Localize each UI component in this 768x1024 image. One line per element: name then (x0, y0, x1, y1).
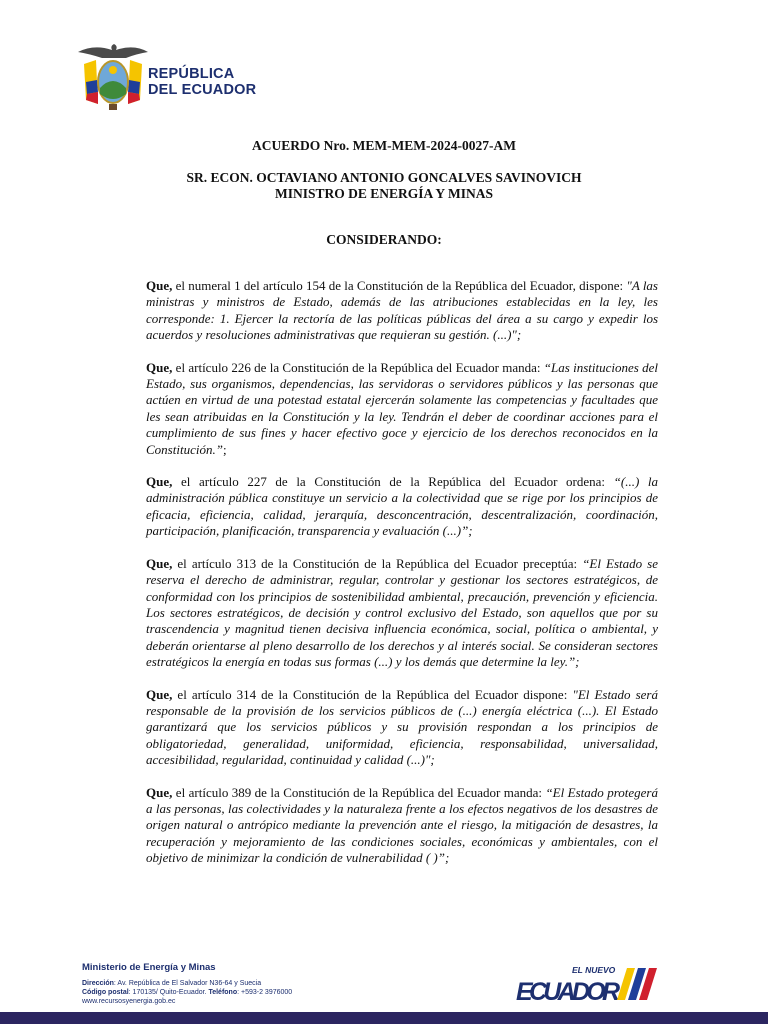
brand-big-text: ECUADOR (516, 978, 620, 1004)
paragraph-lead: Que, (146, 474, 173, 490)
considerando-heading: CONSIDERANDO: (326, 232, 442, 247)
paragraph-lead: Que, (146, 359, 173, 375)
considerando-paragraph (146, 556, 658, 671)
address-label: Dirección (82, 980, 114, 987)
paragraph-quote: “El Estado protegerá a las personas, las colectividades y la naturaleza frente a los efectos negativos de los desastres de origen natural o antrópico mediante la prevención ante el riesgo, la mitigación de desastres, la recuperación y mejoramiento de las condiciones sociales, económicas y ambientales, con el objetivo de minimizar la condición de vulnerabilidad ( )”; (146, 784, 658, 866)
considerando-paragraph (146, 687, 658, 769)
paragraph-intro: el artículo 389 de la Constitución de la República del Ecuador manda: (172, 784, 546, 800)
footer-address (82, 979, 292, 988)
official-name: SR. ECON. OCTAVIANO ANTONIO GONCALVES SAVINOVICH (186, 170, 582, 185)
considerando-paragraph (146, 360, 658, 458)
paragraph-quote: “Las instituciones del Estado, sus organismos, dependencias, las servidoras o servidores públicos y las personas que actúen en virtud de una potestad estatal ejercerán solamente las competencias y facultades que les sean atribuidas en la Constitución y la ley. Tendrán el deber de coordinar acciones para el cumplimiento de sus fines y hacer efectivo goce y ejercicio de los derechos reconocidos en la Constitución.” (146, 359, 658, 457)
ministry-name: Ministerio de Energía y Minas (82, 962, 216, 973)
paragraph-lead: Que, (146, 784, 173, 800)
considerando-paragraph (146, 474, 658, 540)
brand-small-text: EL NUEVO (572, 965, 616, 975)
agreement-number: ACUERDO Nro. MEM-MEM-2024-0027-AM (251, 138, 517, 153)
footer-contact (82, 962, 292, 1006)
paragraph-lead: Que, (146, 686, 173, 702)
el-nuevo-ecuador-logo (512, 962, 662, 1004)
paragraph-intro: el artículo 314 de la Constitución de la República del Ecuador dispone: (172, 686, 573, 702)
paragraph-lead: Que, (146, 555, 173, 571)
logo-line-2: DEL ECUADOR (148, 82, 257, 98)
logo-line-1: REPÚBLICA (148, 66, 235, 82)
considerando-paragraph (146, 785, 658, 867)
paragraph-intro: el artículo 227 de la Constitución de la República del Ecuador ordena: (172, 474, 614, 490)
official-role: MINISTRO DE ENERGÍA Y MINAS (274, 186, 494, 201)
address-value: : Av. República de El Salvador N36-64 y Suecia (113, 980, 262, 987)
official-block (0, 170, 768, 202)
phone-label: Teléfono (208, 989, 238, 996)
footer-postal-phone (82, 988, 292, 997)
paragraph-quote: "A las ministras y ministros de Estado, además de las atribuciones establecidas en la ley, les corresponde: 1. Ejercer la rectoría de las políticas públicas del área a su cargo y expedir los acuerdos y resoluciones administrativas que requieran su gestión. (...)"; (146, 278, 658, 343)
paragraph-tail: ; (222, 441, 227, 457)
phone-value: : +593-2 3976000 (237, 989, 293, 996)
paragraph-intro: el numeral 1 del artículo 154 de la Constitución de la República del Ecuador, dispone: (172, 278, 627, 293)
paragraph-lead: Que, (146, 278, 173, 293)
paragraph-quote: “(...) la administración pública constituye un servicio a la colectividad que se rige por los principios de eficacia, eficiencia, calidad, jerarquía, desconcentración, descentralización, coordinación, participación, planificación, transparencia y evaluación (...)”; (146, 474, 659, 539)
paragraph-intro: el artículo 226 de la Constitución de la República del Ecuador manda: (172, 359, 544, 375)
footer-website[interactable]: www.recursosyenergia.gob.ec (82, 998, 176, 1005)
footer-bar (0, 1012, 768, 1024)
paragraph-intro: el artículo 313 de la Constitución de la República del Ecuador preceptúa: (172, 555, 583, 571)
considerando-paragraph (146, 278, 658, 344)
postal-label: Código postal (82, 989, 129, 996)
paragraph-quote: “El Estado se reserva el derecho de administrar, regular, controlar y gestionar los sectores estratégicos, de conformidad con los principios de sostenibilidad ambiental, precaución, prevención y eficiencia. Los sectores estratégicos, de decisión y control exclusivo del Estado, son aquellos que por su trascendencia y magnitud tienen decisiva influencia económica, social, política o ambiental, y deberán orientarse al pleno desarrollo de los derechos y al interés social. Se consideran sectores estratégicos la energía en todas sus formas (...) y los demás que determine la ley.”; (146, 555, 658, 670)
document-body (146, 278, 658, 883)
republic-wordmark (148, 66, 256, 98)
paragraph-quote: "El Estado será responsable de la provisión de los servicios públicos de (...) energía eléctrica (...). El Estado garantizará que los servicios públicos y su provisión respondan a los principios de obligatoriedad, generalidad, uniformidad, eficiencia, responsabilidad, universalidad, accesibilidad, regularidad, continuidad y calidad (...)"; (146, 686, 658, 768)
postal-value: : 170135/ Quito-Ecuador. (128, 989, 209, 996)
